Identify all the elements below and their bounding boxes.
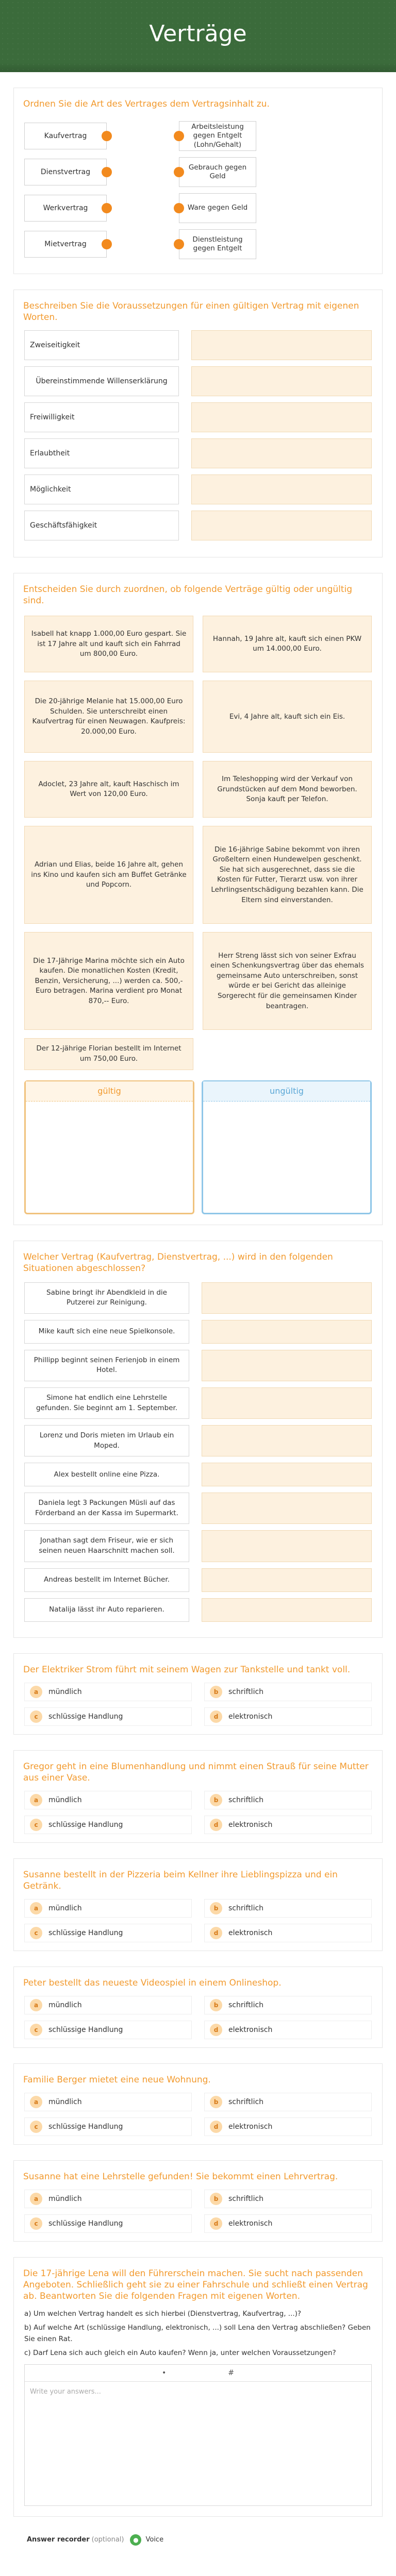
question-contract-form <box>13 1858 383 1951</box>
option-label: schlüssige Handlung <box>48 1712 123 1721</box>
match-right-item[interactable]: Arbeitsleistung gegen Entgelt (Lohn/Gehalt) <box>179 121 256 151</box>
term-label: Geschäftsfähigkeit <box>24 511 179 540</box>
mc-option[interactable] <box>24 1816 192 1834</box>
option-label: schriftlich <box>228 2195 264 2204</box>
situation-text: Alex bestellt online eine Pizza. <box>24 1463 189 1486</box>
option-label: elektronisch <box>228 1820 273 1829</box>
answer-field[interactable] <box>202 1598 372 1622</box>
option-label: elektronisch <box>228 2219 273 2228</box>
question-heading: Entscheiden Sie durch zuordnen, ob folgende Verträge gültig oder ungültig sind. <box>23 584 353 606</box>
option-letter: c <box>30 1927 42 1939</box>
match-right-item[interactable]: Gebrauch gegen Geld <box>179 157 256 187</box>
header-shadow <box>0 63 396 72</box>
mc-option[interactable] <box>204 1816 372 1834</box>
option-label: schlüssige Handlung <box>48 2219 123 2228</box>
option-label: elektronisch <box>228 2123 273 2131</box>
page-header <box>0 0 396 72</box>
draggable-card[interactable]: Hannah, 19 Jahre alt, kauft sich einen PKW um 14.000,00 Euro. <box>203 616 372 672</box>
mc-option[interactable] <box>204 1791 372 1809</box>
question-prerequisites <box>13 290 383 557</box>
situation-text: Natalija lässt ihr Auto reparieren. <box>24 1598 189 1622</box>
sub-question-c: c) Darf Lena sich auch gleich ein Auto kaufen? Wenn ja, unter welchen Voraussetzungen? <box>24 2349 336 2358</box>
option-letter: d <box>210 2121 222 2133</box>
answer-field[interactable] <box>202 1320 372 1344</box>
option-label: schlüssige Handlung <box>48 2026 123 2035</box>
option-label: schlüssige Handlung <box>48 1929 123 1937</box>
option-letter: a <box>30 1794 42 1806</box>
answer-field[interactable] <box>202 1387 372 1419</box>
option-letter: c <box>30 2024 42 2036</box>
option-label: elektronisch <box>228 2026 273 2035</box>
term-label: Übereinstimmende Willenserklärung <box>24 366 179 396</box>
sub-question-a: a) Um welchen Vertrag handelt es sich hierbei (Dienstvertrag, Kaufvertrag, ...)? <box>24 2309 302 2318</box>
question-heading: Welcher Vertrag (Kaufvertrag, Dienstvertrag, ...) wird in den folgenden Situationen abgeschlossen? <box>23 1251 333 1274</box>
question-heading: Susanne hat eine Lehrstelle gefunden! Sie bekommt einen Lehrvertrag. <box>23 2172 338 2182</box>
match-left-item[interactable]: Werkvertrag <box>24 195 107 222</box>
option-label: mündlich <box>48 2195 82 2204</box>
match-right-item[interactable]: Ware gegen Geld <box>179 193 256 223</box>
mc-option[interactable] <box>24 1791 192 1809</box>
mc-option[interactable] <box>24 1899 192 1918</box>
question-heading: Peter bestellt das neueste Videospiel in einem Onlineshop. <box>23 1978 282 1988</box>
draggable-card[interactable]: Evi, 4 Jahre alt, kauft sich ein Eis. <box>203 681 372 753</box>
numbered-list-button[interactable]: # <box>228 2368 234 2377</box>
answer-editor <box>24 2364 372 2506</box>
option-label: mündlich <box>48 2001 82 2010</box>
question-heading: Ordnen Sie die Art des Vertrages dem Vertragsinhalt zu. <box>23 99 270 109</box>
question-valid-invalid <box>13 573 383 1225</box>
mc-option[interactable] <box>204 1899 372 1918</box>
mc-option[interactable] <box>204 2214 372 2233</box>
option-label: schriftlich <box>228 1795 264 1804</box>
mc-option[interactable] <box>204 1996 372 2014</box>
microphone-icon[interactable]: ● <box>130 2534 141 2546</box>
option-label: mündlich <box>48 1904 82 1912</box>
drop-zone-label: ungültig <box>203 1081 370 1101</box>
option-label: elektronisch <box>228 1929 273 1937</box>
term-label: Erlaubtheit <box>24 438 179 468</box>
question-contract-form <box>13 2160 383 2242</box>
drop-zone-invalid[interactable] <box>202 1080 372 1214</box>
answer-field[interactable] <box>202 1425 372 1456</box>
mc-option[interactable] <box>204 1924 372 1942</box>
answer-field[interactable] <box>191 330 372 360</box>
situation-text: Mike kauft sich eine neue Spielkonsole. <box>24 1320 189 1344</box>
mc-option[interactable] <box>204 2190 372 2208</box>
term-label: Freiwilligkeit <box>24 402 179 432</box>
question-match-contract <box>13 88 383 274</box>
mc-option[interactable] <box>24 1683 192 1701</box>
draggable-card[interactable]: Die 20-jährige Melanie hat 15.000,00 Euro Schulden. Sie unterschreibt einen Kaufvertrag für einen Neuwagen. Kaufpreis: 20.000,00 Euro. <box>24 681 193 753</box>
match-left-item[interactable]: Mietvertrag <box>24 231 107 258</box>
option-letter: a <box>30 2193 42 2205</box>
mc-option[interactable] <box>204 2093 372 2111</box>
term-label: Zweiseitigkeit <box>24 330 179 360</box>
mc-option[interactable] <box>24 2117 192 2136</box>
draggable-card[interactable]: Adoclet, 23 Jahre alt, kauft Haschisch im Wert von 120,00 Euro. <box>24 761 193 818</box>
match-right-item[interactable]: Dienstleistung gegen Entgelt <box>179 229 256 259</box>
option-letter: c <box>30 2217 42 2230</box>
mc-option[interactable] <box>204 1707 372 1726</box>
option-letter: b <box>210 2193 222 2205</box>
question-heading: Familie Berger mietet eine neue Wohnung. <box>23 2075 211 2086</box>
mc-option[interactable] <box>24 1707 192 1726</box>
question-heading: Gregor geht in eine Blumenhandlung und nimmt einen Strauß für seine Mutter aus einer Vase. <box>23 1761 369 1783</box>
match-left-item[interactable]: Kaufvertrag <box>24 123 107 149</box>
question-driving-license <box>13 2257 383 2517</box>
editor-toolbar <box>25 2365 371 2382</box>
match-handle[interactable] <box>102 167 112 177</box>
match-handle[interactable] <box>102 203 112 213</box>
option-letter: c <box>30 1710 42 1723</box>
match-handle[interactable] <box>174 131 184 141</box>
term-label: Möglichkeit <box>24 474 179 504</box>
answer-field[interactable] <box>202 1568 372 1592</box>
match-handle[interactable] <box>174 167 184 177</box>
option-label: schriftlich <box>228 1904 264 1912</box>
draggable-card[interactable]: Die 17-Jährige Marina möchte sich ein Auto kaufen. Die monatlichen Kosten (Kredit, Benzin, Versicherung, ...) werden ca. 500,- Euro betragen. Marina verdient pro Monat 870,-- Euro. <box>24 932 193 1030</box>
option-letter: b <box>210 2096 222 2108</box>
situation-text: Sabine bringt ihr Abendkleid in die Putzerei zur Reinigung. <box>24 1282 189 1314</box>
question-contract-type <box>13 1241 383 1638</box>
mc-option[interactable] <box>24 2190 192 2208</box>
option-letter: d <box>210 2024 222 2036</box>
option-label: mündlich <box>48 1687 82 1696</box>
mc-option[interactable] <box>204 1683 372 1701</box>
answer-recorder <box>13 2532 383 2546</box>
option-label: schlüssige Handlung <box>48 2123 123 2131</box>
match-handle[interactable] <box>174 203 184 213</box>
option-letter: c <box>30 1819 42 1831</box>
mc-option[interactable] <box>24 1996 192 2014</box>
answer-field[interactable] <box>191 366 372 396</box>
option-letter: a <box>30 1686 42 1698</box>
question-heading: Der Elektriker Strom führt mit seinem Wagen zur Tankstelle und tankt voll. <box>23 1664 351 1675</box>
option-label: schlüssige Handlung <box>48 1820 123 1829</box>
option-letter: c <box>30 2121 42 2133</box>
situation-text: Andreas bestellt im Internet Bücher. <box>24 1568 189 1592</box>
option-letter: b <box>210 1794 222 1806</box>
option-letter: b <box>210 1902 222 1914</box>
option-letter: a <box>30 1902 42 1914</box>
situation-text: Daniela legt 3 Packungen Müsli auf das Förderband an der Kassa im Supermarkt. <box>24 1493 189 1524</box>
match-handle[interactable] <box>174 239 184 249</box>
recorder-optional: (optional) <box>91 2536 124 2544</box>
recorder-voice[interactable]: Voice <box>145 2536 164 2544</box>
question-contract-form <box>13 1750 383 1843</box>
draggable-card[interactable]: Im Teleshopping wird der Verkauf von Grundstücken auf dem Mond beworben. Sonja kauft per Telefon. <box>203 761 372 818</box>
drop-zone-valid[interactable] <box>24 1080 194 1214</box>
option-label: schriftlich <box>228 1687 264 1696</box>
mc-option[interactable] <box>24 2093 192 2111</box>
option-letter: b <box>210 1999 222 2011</box>
drop-zone-label: gültig <box>26 1081 193 1101</box>
option-letter: d <box>210 1819 222 1831</box>
page-title: Verträge <box>149 21 247 47</box>
draggable-card[interactable]: Adrian und Elias, beide 16 Jahre alt, gehen ins Kino und kaufen sich am Buffet Getränke und Popcorn. <box>24 826 193 924</box>
answer-field[interactable] <box>191 402 372 432</box>
mc-option[interactable] <box>24 1924 192 1942</box>
question-heading: Die 17-jährige Lena will den Führerschein machen. Sie sucht nach passenden Angeboten. Schließlich geht sie zu einer Fahrschule und schließt einen Vertrag ab. Beantworten Sie die folgenden Fragen mit eigenen Worten. <box>23 2268 368 2302</box>
situation-text: Phillipp beginnt seinen Ferienjob in einem Hotel. <box>24 1350 189 1381</box>
mc-option[interactable] <box>24 2021 192 2039</box>
situation-text: Simone hat endlich eine Lehrstelle gefunden. Sie beginnt am 1. September. <box>24 1387 189 1419</box>
option-letter: a <box>30 2096 42 2108</box>
bullet-list-button[interactable]: • <box>162 2368 167 2377</box>
option-letter: a <box>30 1999 42 2011</box>
answer-field[interactable] <box>191 474 372 504</box>
option-letter: b <box>210 1686 222 1698</box>
answer-field[interactable] <box>191 438 372 468</box>
question-heading: Susanne bestellt in der Pizzeria beim Kellner ihre Lieblingspizza und ein Getränk. <box>23 1869 338 1891</box>
option-label: elektronisch <box>228 1712 273 1721</box>
draggable-card[interactable]: Herr Streng lässt sich von seiner Exfrau einen Schenkungsvertrag über das ehemals gemeinsame Auto unterschreiben, sonst würde er bei Gericht das alleinige Sorgerecht für die gemeinsamen Kinder beantragen. <box>203 932 372 1030</box>
option-label: schriftlich <box>228 2001 264 2010</box>
question-contract-form <box>13 1967 383 2048</box>
answer-field[interactable] <box>202 1493 372 1524</box>
question-heading: Beschreiben Sie die Voraussetzungen für einen gültigen Vertrag mit eigenen Worten. <box>23 301 359 323</box>
recorder-label: Answer recorder <box>27 2536 90 2544</box>
question-contract-form <box>13 2063 383 2145</box>
match-handle[interactable] <box>102 239 112 249</box>
draggable-card[interactable]: Isabell hat knapp 1.000,00 Euro gespart. Sie ist 17 Jahre alt und kauft sich ein Fahrrad um 800,00 Euro. <box>24 616 193 672</box>
option-label: schriftlich <box>228 2098 264 2107</box>
match-left-item[interactable]: Dienstvertrag <box>24 159 107 185</box>
option-label: mündlich <box>48 1795 82 1804</box>
answer-field[interactable] <box>202 1463 372 1486</box>
answer-textarea[interactable]: Write your answers... <box>30 2387 101 2396</box>
situation-text: Jonathan sagt dem Friseur, wie er sich seinen neuen Haarschnitt machen soll. <box>24 1530 189 1562</box>
match-handle[interactable] <box>102 131 112 141</box>
sub-question-b: b) Auf welche Art (schlüssige Handlung, elektronisch, ...) soll Lena den Vertrag abschließen? Geben Sie einen Rat. <box>24 2324 371 2343</box>
question-contract-form <box>13 1653 383 1735</box>
mc-option[interactable] <box>204 2021 372 2039</box>
mc-option[interactable] <box>204 2117 372 2136</box>
mc-option[interactable] <box>24 2214 192 2233</box>
option-label: mündlich <box>48 2098 82 2107</box>
answer-field[interactable] <box>202 1530 372 1562</box>
option-letter: d <box>210 1927 222 1939</box>
draggable-card[interactable]: Die 16-jährige Sabine bekommt von ihren Großeltern einen Hundewelpen geschenkt. Sie hat sich ausgerechnet, dass sie die Kosten für Futter, Tierarzt usw. von ihrer Lehrlingsentschädigung bezahlen kann. Die Eltern sind einverstanden. <box>203 826 372 924</box>
option-letter: d <box>210 2217 222 2230</box>
answer-field[interactable] <box>202 1350 372 1381</box>
option-letter: d <box>210 1710 222 1723</box>
draggable-card[interactable]: Der 12-jährige Florian bestellt im Internet um 750,00 Euro. <box>24 1038 193 1070</box>
answer-field[interactable] <box>202 1282 372 1314</box>
answer-field[interactable] <box>191 511 372 540</box>
situation-text: Lorenz und Doris mieten im Urlaub ein Moped. <box>24 1425 189 1456</box>
